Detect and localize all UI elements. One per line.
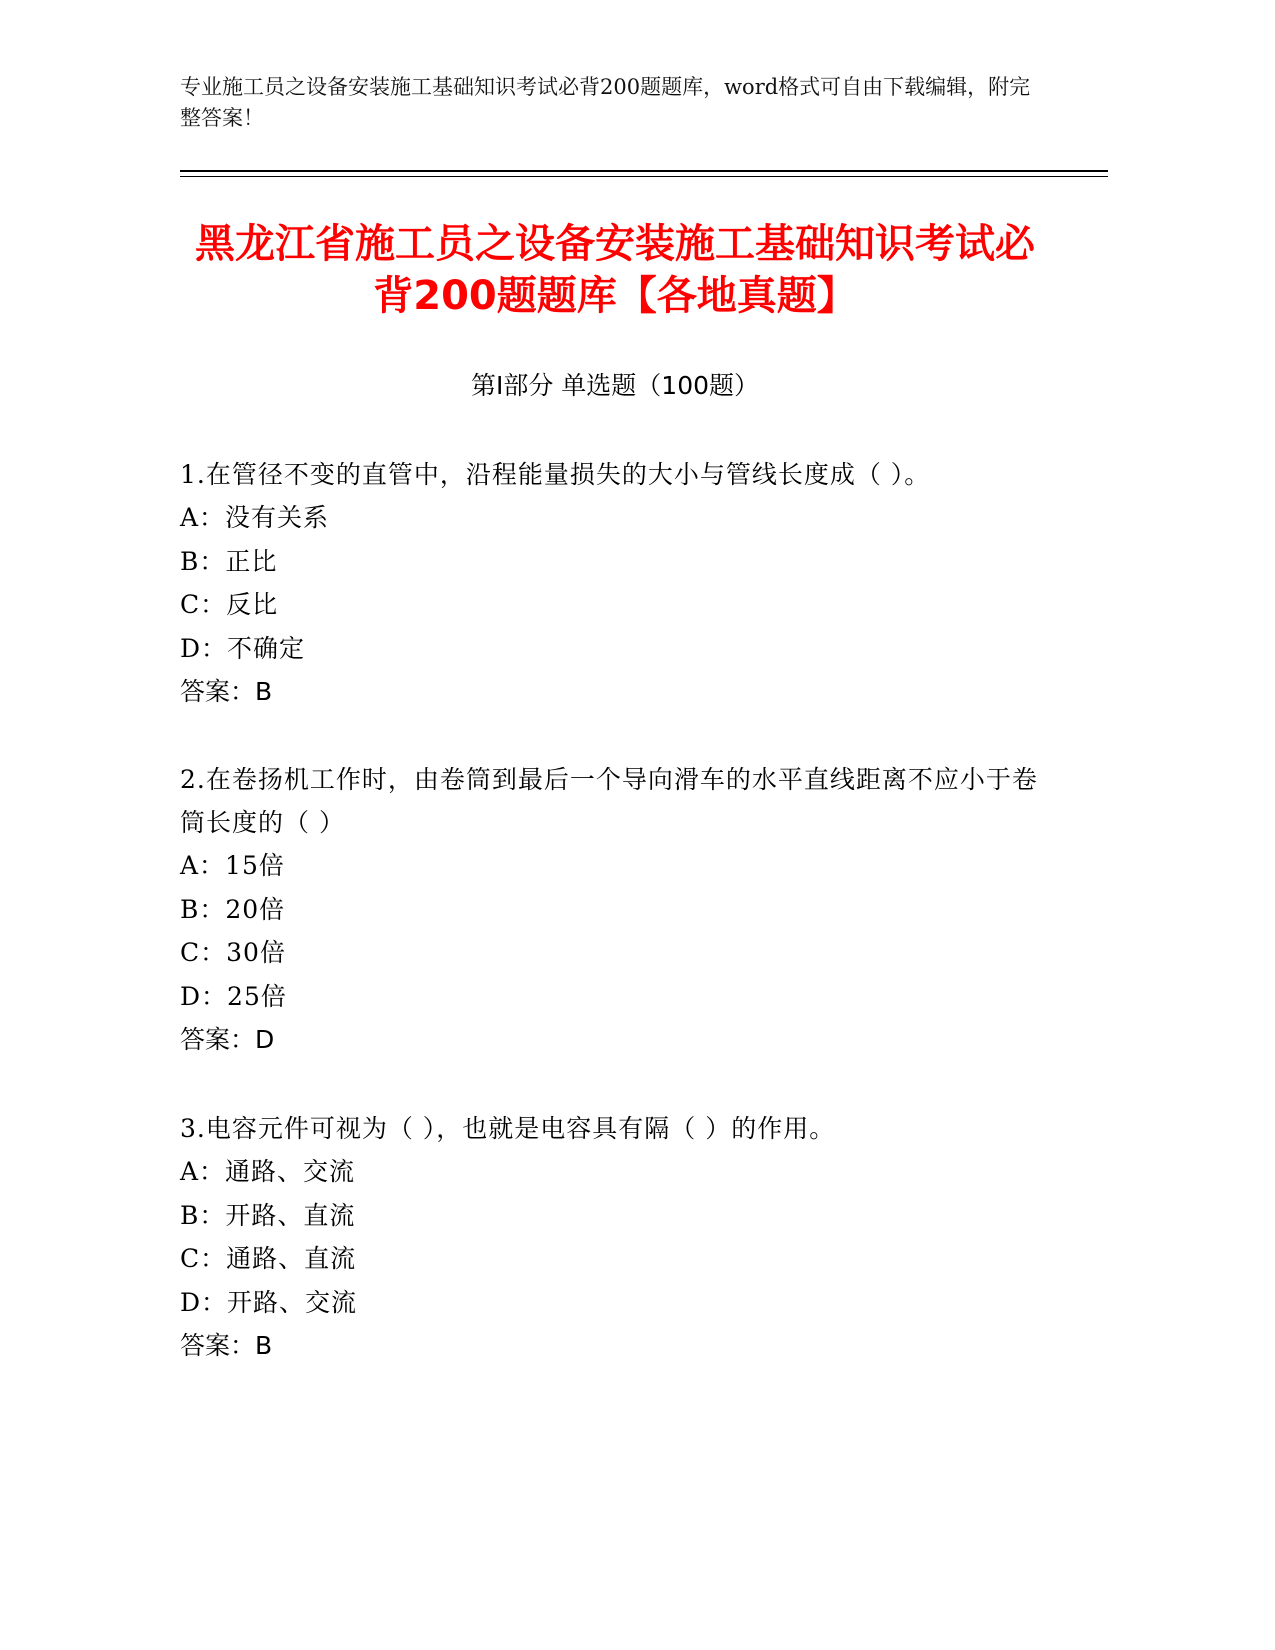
question-block [180,1107,1040,1368]
option-c: C：通路、直流 [180,1244,357,1273]
option-b: B：正比 [180,546,278,576]
question-block [180,758,1040,1062]
option-d: D：开路、交流 [180,1287,358,1317]
option-c: C：30倍 [180,938,286,967]
option-d: D：不确定 [180,633,306,663]
question-stem: 3.电容元件可视为（ ），也就是电容具有隔（ ）的作用。 [180,1114,836,1143]
header-rule-thin [180,176,1108,177]
section-heading: 第I部分 单选题（100题） [470,371,760,400]
document-title: 黑龙江省施工员之设备安装施工基础知识考试必背200题题库【各地真题】 [195,221,1035,319]
option-b: B：开路、直流 [180,1200,356,1230]
header-note: 专业施工员之设备安装施工基础知识考试必背200题题库，word格式可自由下载编辑，附完整答案！ [180,75,1031,130]
question-stem: 1.在管径不变的直管中，沿程能量损失的大小与管线长度成（ ）。 [180,460,931,489]
option-c: C：反比 [180,590,279,619]
answer-line: 答案：B [180,677,273,706]
option-b: B：20倍 [180,894,286,924]
answer-line: 答案：B [180,1331,273,1360]
question-stem: 2.在卷扬机工作时，由卷筒到最后一个导向滑车的水平直线距离不应小于卷筒长度的（ ） [180,765,1038,837]
question-block [180,453,1040,714]
option-a: A：通路、交流 [180,1157,356,1186]
header-rule-thick [180,170,1108,172]
option-a: A：没有关系 [180,503,330,532]
option-d: D：25倍 [180,981,287,1011]
option-a: A：15倍 [180,851,285,880]
answer-line: 答案：D [180,1025,275,1054]
